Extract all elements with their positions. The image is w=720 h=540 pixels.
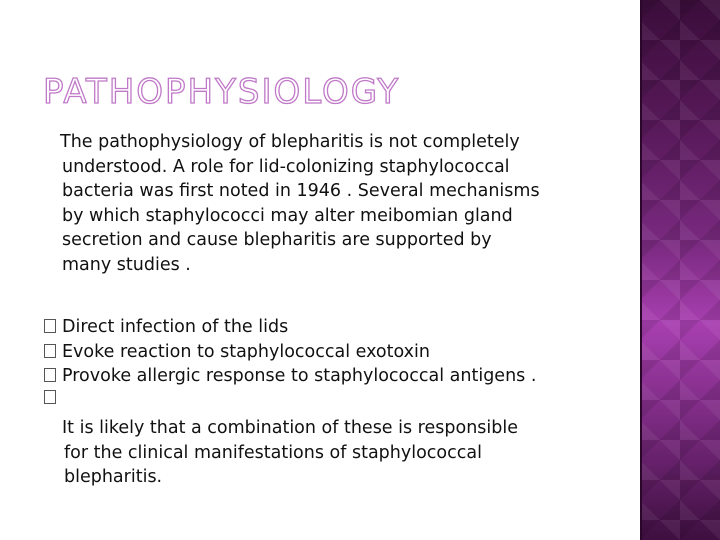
intro-paragraph: The pathophysiology of blepharitis is not completely understood. A role for lid-colonizing staphylococcal bacteria was first noted in 1946 . Several mechanisms by which staphylococci may alter meibomian gland secretion and cause blepharitis are supported by many studies . [60,132,540,275]
bullet-text: Provoke allergic response to staphylococcal antigens . [62,366,537,386]
list-item [44,340,619,365]
list-item [44,315,619,340]
closing-paragraph: It is likely that a combination of these is responsible for the clinical manifestations of staphylococcal blepharitis. [62,418,518,487]
square-bullet-icon [44,390,56,404]
decorative-side-panel [640,0,720,540]
list-item [44,389,619,414]
bullet-text: Direct infection of the lids [62,317,289,337]
diamond-pattern [640,0,720,540]
slide-title: PATHOPHYSIOLOGY [43,72,401,112]
square-bullet-icon [44,368,56,382]
list-item [44,364,619,389]
bullet-list [44,315,619,413]
square-bullet-icon [44,344,56,358]
square-bullet-icon [44,319,56,333]
panel-edge [640,0,642,540]
bullet-text: Evoke reaction to staphylococcal exotoxin [62,341,430,362]
slide-body [44,130,619,490]
